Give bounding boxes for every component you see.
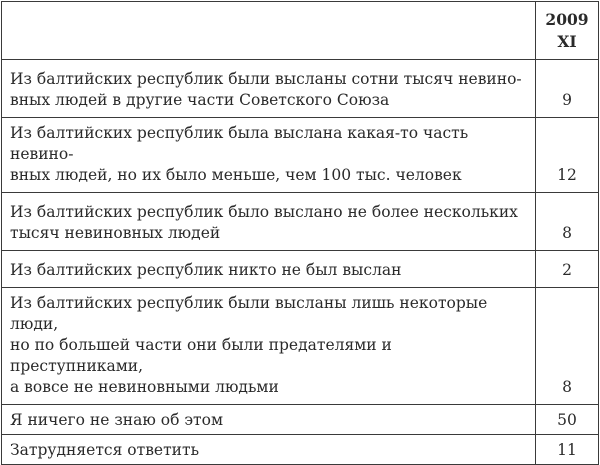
table-row (2, 193, 599, 251)
table-row (2, 251, 599, 288)
answer-text: Из балтийских республик было выслано не более нескольких тысяч невиновных людей (2, 193, 536, 251)
answer-value: 11 (536, 435, 599, 465)
answer-value: 50 (536, 405, 599, 435)
answer-text: Затрудняется ответить (2, 435, 536, 465)
table-row (2, 405, 599, 435)
header-label-cell (2, 2, 536, 60)
answer-value: 9 (536, 60, 599, 118)
header-year: 2009 (545, 9, 589, 29)
answer-value: 2 (536, 251, 599, 288)
answer-text: Из балтийских республик никто не был выслан (2, 251, 536, 288)
header-date-cell (536, 2, 599, 60)
table-row (2, 288, 599, 405)
survey-table (1, 1, 599, 465)
answer-value: 8 (536, 288, 599, 405)
table-row (2, 435, 599, 465)
table-row (2, 118, 599, 193)
answer-text: Из балтийских республик были высланы сотни тысяч невино- вных людей в другие части Советского Союза (2, 60, 536, 118)
answer-value: 12 (536, 118, 599, 193)
header-month: XI (557, 31, 577, 51)
answer-value: 8 (536, 193, 599, 251)
answer-text: Из балтийских республик была выслана какая-то часть невино- вных людей, но их было меньше, чем 100 тыс. человек (2, 118, 536, 193)
table-row (2, 60, 599, 118)
answer-text: Из балтийских республик были высланы лишь некоторые люди, но по большей части они были предателями и преступниками, а вовсе не невиновными людьми (2, 288, 536, 405)
answer-text: Я ничего не знаю об этом (2, 405, 536, 435)
header-row (2, 2, 599, 60)
